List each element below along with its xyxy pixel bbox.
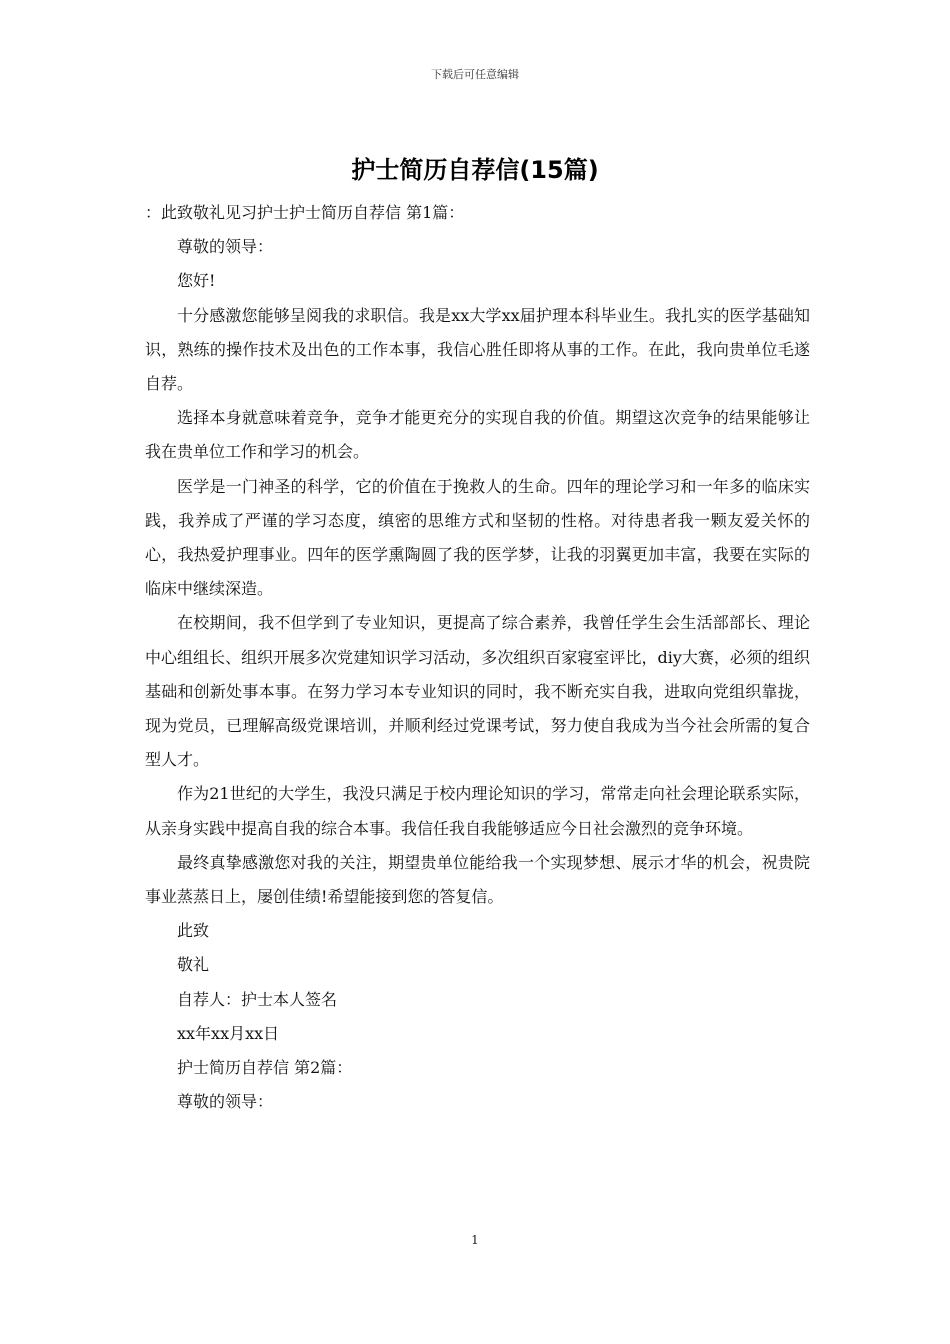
section-heading: 护士简历自荐信 第2篇：: [177, 1058, 353, 1078]
body-paragraph: 最终真挚感激您对我的关注，期望贵单位能给我一个实现梦想、展示才华的机会，祝贵院事业蒸蒸日上，屡创佳绩!希望能接到您的答复信。: [145, 852, 810, 907]
closing-line: 敬礼: [177, 955, 210, 975]
body-paragraph: 医学是一门神圣的科学，它的价值在于挽救人的生命。四年的理论学习和一年多的临床实践，我养成了严谨的学习态度，缜密的思维方式和坚韧的性格。对待患者我一颗友爱关怀的心，我热爱护理事业。四年的医学熏陶圆了我的医学梦，让我的羽翼更加丰富，我要在实际的临床中继续深造。: [145, 476, 810, 599]
body-paragraph: 十分感激您能够呈阅我的求职信。我是xx大学xx届护理本科毕业生。我扎实的医学基础知识，熟练的操作技术及出色的工作本事，我信心胜任即将从事的工作。在此，我向贵单位毛遂自荐。: [145, 305, 810, 394]
salutation: 尊敬的领导：: [177, 237, 274, 257]
body-paragraph: 在校期间，我不但学到了专业知识，更提高了综合素养，我曾任学生会生活部部长、理论中心组组长、组织开展多次党建知识学习活动，多次组织百家寝室评比，diy大赛，必须的组织基础和创新处事本事。在努力学习本专业知识的同时，我不断充实自我，进取向党组织靠拢，现为党员，已理解高级党课培训，并顺利经过党课考试，努力使自我成为当今社会所需的复合型人才。: [145, 613, 810, 770]
closing-line: 此致: [177, 921, 210, 941]
header-note: 下载后可任意编辑: [431, 68, 519, 81]
page-number: 1: [471, 1233, 479, 1247]
signature-line: 自荐人：护士本人签名: [177, 989, 338, 1009]
document-body: [145, 196, 810, 1119]
body-paragraph: 选择本身就意味着竞争，竞争才能更充分的实现自我的价值。期望这次竞争的结果能够让我在贵单位工作和学习的机会。: [145, 408, 810, 462]
document-title: 护士简历自荐信(15篇): [351, 156, 599, 184]
body-paragraph: 作为21世纪的大学生，我没只满足于校内理论知识的学习，常常走向社会理论联系实际，从亲身实践中提高自我的综合本事。我信任我自我能够适应今日社会激烈的竞争环境。: [145, 784, 810, 838]
salutation: 尊敬的领导：: [177, 1092, 274, 1112]
body-paragraph: ：此致敬礼见习护士护士简历自荐信 第1篇：: [145, 203, 465, 222]
date-line: xx年xx月xx日: [177, 1023, 280, 1043]
greeting: 您好!: [177, 271, 216, 291]
